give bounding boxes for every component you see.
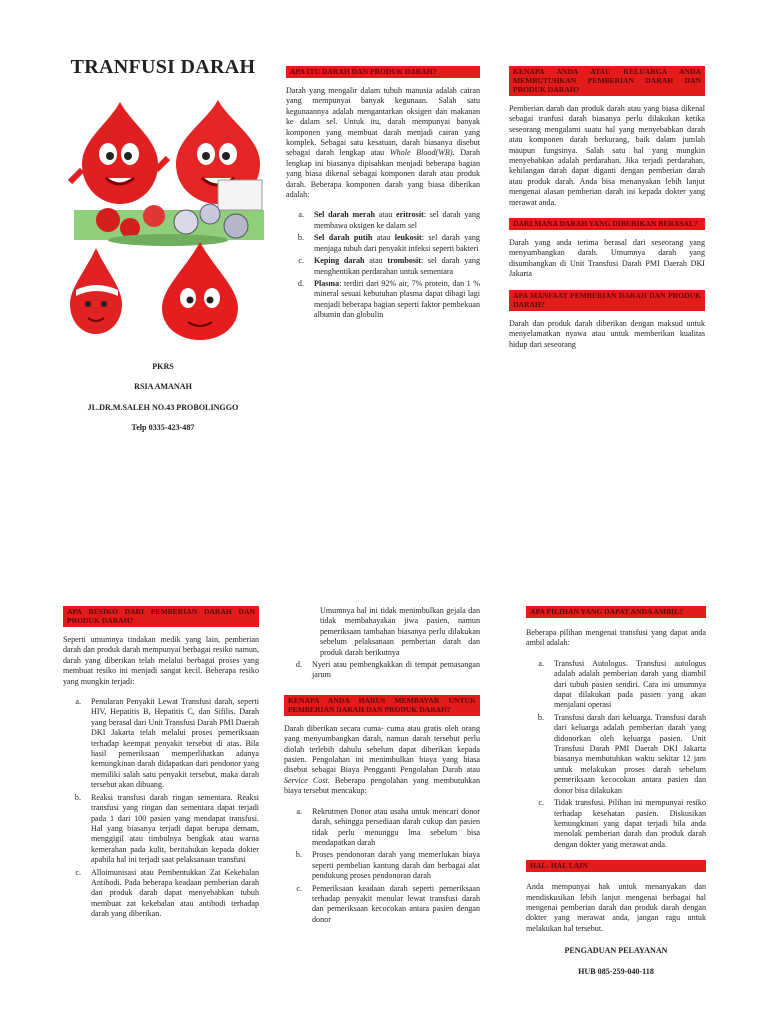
list-item: a. Sel darah merah atau eritrosit: sel darah yang membawa oksigen ke dalam sel: [306, 210, 480, 231]
panel-risks: [63, 606, 259, 922]
hospital-address: JL.DR.M.SALEH NO.43 PROBOLINGGO: [87, 402, 239, 412]
list-item: b. Sel darah putih atau leukosit: sel darah yang menjaga tubuh dari penyakit infeksi seperti bakteri: [306, 233, 480, 254]
panel-what-is-blood: [286, 66, 480, 323]
list-item: c. Alloimunisasi atau Pembentukkan Zat Kekebalan Antibodi. Pada beberapa keadaan pemberian darah dan produk darah dapat menyebabkan tubuh membuat zat kekebalan atau antibodi terhadap darah yang diberikan.: [83, 868, 259, 920]
list-item: d. Plasma: terdiri dari 92% air, 7% protein, dan 1 % mineral sesuai kebutuhan plasma dapat dibagi lagi menjadi beberapa bagian seperti faktor pembekuan albumin dan globulin: [306, 279, 480, 321]
list-item: c. Tidak transfusi. Pilihan ini mempunyai resiko terhadap kesehatan pasien. Diskusikan kemungkinan yang dapat terjadi bila anda menolak pemberian darah dan produk darah dengan dokter yang merawat anda.: [546, 798, 706, 850]
list-item: d. Nyeri atau pembengkakkan di tempat pemasangan jarum: [304, 660, 480, 681]
cost-list: [284, 807, 480, 925]
blood-drop-mascot-4: [162, 242, 238, 340]
org-label: PKRS: [152, 362, 174, 371]
blood-drop-mascot-1: [70, 102, 168, 204]
section-header: APA MANFAAT PEMBERIAN DARAH DAN PRODUK DARAH?: [509, 290, 705, 311]
list-item: a. Transfusi Autologus. Transfusi autologus adalah adalah pemberian darah yang diambil dari tubuh pasien sendiri. Cara ini umumnya dapat dilakukan pada pasien yang akan menjalani operasi: [546, 659, 706, 711]
paragraph-text: Darah yang mengalir dalam tubuh manusia adalah cairan yang mempunyai banyak kegunaan. Salah satu kegunaannya adalah mengantarkan oksigen dan makanan ke dalam sel. Untuk itu, darah mempunyai banyak komponen yang membuat darah menjadi cairan yang komplek. Sebagai satu kesatuan, darah biasanya disebut sebagai darah lengkap atau: [286, 86, 480, 158]
list-item: c. Keping darah atau trombosit: sel darah yang menghentikan perdarahan untuk sementara: [306, 256, 480, 277]
list-item: c. Pemeriksaan keadaan darah seperti pemeriksaan terhadap penyakit menular lewat transfusi darah dan pemeriksaan kecocokan antara pasien dengan donor: [304, 884, 480, 926]
paragraph-emphasis: Whole Blood(WB).: [389, 148, 455, 158]
blood-drop-mascots-illustration: [68, 92, 273, 342]
section-paragraph: Seperti umumnya tindakan medik yang lain, pemberian darah dan produk darah mempunyai berbagai resiko namun, darah yang diberikan telah melalui berbagai proses yang membuat resiko ini menjadi sangat kecil. Beberapa resiko yang mungkin terjadi:: [63, 635, 259, 686]
options-list: [526, 659, 706, 850]
section-header: APA PILIHAN YANG DAPAT ANDA AMBIL?: [526, 606, 706, 618]
list-item: a. Rekrutmen Donor atau usaha untuk mencari donor darah, sehingga persediaan darah cukup dan pasien tidak perlu menunggu lma sebelum bisa mendapatkan darah: [304, 807, 480, 849]
section-paragraph: Darah dan produk darah diberikan dengan maksud untuk menyelamatkan nyawa atau untuk memberikan kualitas hidup dari seseorang: [509, 318, 705, 349]
risk-continuation: Umumnya hal ini tidak menimbulkan gejala dan tidak membahayakan jiwa pasien, namun pemeriksaan tambahan biasanya perlu dilakukan sebelum pelaksanaan pemberian darah dan produk darah berikutnya: [320, 606, 480, 657]
complaint-hotline: HUB 085-259-040-118: [578, 966, 654, 976]
page-title: TRANFUSI DARAH: [70, 56, 256, 78]
panel-why-transfusion: [509, 66, 705, 350]
section-header: HAL- HAL LAIN: [526, 860, 706, 872]
list-item: b. Transfusi darah dari keluarga. Transfusi darah dari keluarga adalah pemberian darah yang didonorkan oleh keluarga pasien. Unit Transfusi Darah PMI Daerah DKI Jakarta biasanya membutuhkan waktu sekitar 12 jam untuk melakukan proses darah sebelum pemeriksaan kecocokan antara pasien dan donor bisa dilakukan: [546, 713, 706, 796]
section-header: KENAPA ANDA HARUS MEMBAYAR UNTUK PEMBERIAN DARAH DAN PRODUK DARAH?: [284, 695, 480, 716]
paragraph-emphasis: Service Cost.: [284, 775, 330, 785]
list-item: a. Penularan Penyakit Lewat Transfusi darah, seperti HIV, Hepatitis B, Hepatitis C, dan Sifilis. Darah yang berasal dari Unit Transfusi Darah PMI Daerah DKI Jakarta telah melalui proses pemeriksaan terhadap keempat penyakit tersebut di atas. Bila hasil pemeriksaan memperlihatkan adanya kemungkinan darah didapatkan dari pendonor yang memiliki salah satu penyakit tersebut, maka darah tersebut akan dibuang.: [83, 697, 259, 791]
paragraph-text: Beberapa pengolahan yang membutuhkan biaya tersebut mencakup:: [284, 775, 480, 796]
section-header: APA ITU DARAH DAN PRODUK DARAH?: [286, 66, 480, 78]
paragraph-text: Darah lengkap ini biasanya dipisahkan menjadi beberapa bagian yang biasa dikenal sebagai komponen darah atau produk darah. Beberapa komponen darah yang biasa diberikan adalah:: [286, 148, 481, 200]
panel-cost: [284, 606, 480, 927]
list-item: b. Proses pendonoran darah yang memerlukan biaya seperti pembelian kantung darah dan berbagai alat pendukung proses pendonoran darah: [304, 850, 480, 881]
blood-component-list: [286, 210, 480, 320]
risk-list: [63, 697, 259, 920]
panel-options: [526, 606, 706, 977]
section-paragraph: Anda mempunyai hak untuk menanyakan dan mendiskusikan lebih lanjut mengenai berbagai hal mengenai pemberian darah dan produk darah dengan dokter yang merawat anda, jangan ragu untuk melakukan hal tersebut.: [526, 882, 706, 933]
blood-drop-mascot-3: [70, 248, 122, 334]
risk-list-continued: [284, 660, 480, 681]
section-paragraph: [284, 724, 480, 797]
complaint-label: PENGADUAN PELAYANAN: [564, 946, 668, 956]
section-header: DARI MANA DARAH YANG DIBERIKAN BERASAL?: [509, 218, 705, 230]
section-paragraph: Darah yang anda terima berasal dari seseorang yang menyumbangkan darah. Umumnya darah yang disumbangkan di Unit Transfusi Darah PMI Daerah DKI Jakarta: [509, 238, 705, 279]
list-item: b. Reaksi transfusi darah ringan sementara. Reaksi transfusi yang ringan dan sementara dapat terjadi pada 1 dari 100 pasien yang mendapat transfusi. Hal yang biasanya terjadi dapat berupa demam, menggigil atau timbulnya bengkak atau warna kemerahan pada kulit, beritahukan kepada dokter apabila hal ini terjadi saat pelaksanaan transfusi: [83, 793, 259, 866]
paragraph-text: Darah diberikan secara cuma- cuma atau gratis oleh orang yang menyumbangkan darah, namun darah tersebut perlu diolah terlebih dahulu sebelum dapat diberikan kepada pasien. Pengolahan ini menimbulkan biaya yang biasa disebut sebagai Biaya Pengganti Pengolahan Darah atau: [284, 723, 480, 775]
section-header: KENAPA ANDA ATAU KELUARGA ANDA MEMBUTUHKAN PEMBERIAN DARAH DAN PRODUK DARAH?: [509, 66, 705, 96]
section-paragraph: [286, 86, 480, 200]
panel-cover-contact: [58, 362, 268, 434]
section-paragraph: Pemberian darah dan produk darah atau yang biasa dikenal sebagai tranfusi darah biasanya perlu dilakukan ketika seseorang mengalami suatu hal yang menyebabkan darah atau komponen darah berkurang, baik dalam jumlah maupun fungsinya. Salah satu hal yang mungkin menyebabkan adalah perdarahan. Jika terjadi perdarahan, kehilangan darah dapat diganti dengan pemberian darah atau produk darah. Anda bisa menanyakan lebih lanjut mengenai alasan pemberian darah ini kepada dokter yang merawat anda.: [509, 104, 705, 207]
panel-cover: [58, 56, 268, 78]
hospital-phone: Telp 0335-423-487: [131, 423, 195, 433]
section-paragraph: Beberapa pilihan mengenai transfusi yang dapat anda ambil adalah:: [526, 628, 706, 648]
section-header: APA RESIKO DARI PEMBERIAN DARAH DAN PRODUK DARAH?: [63, 606, 259, 627]
hospital-name: RSIA AMANAH: [134, 382, 192, 392]
